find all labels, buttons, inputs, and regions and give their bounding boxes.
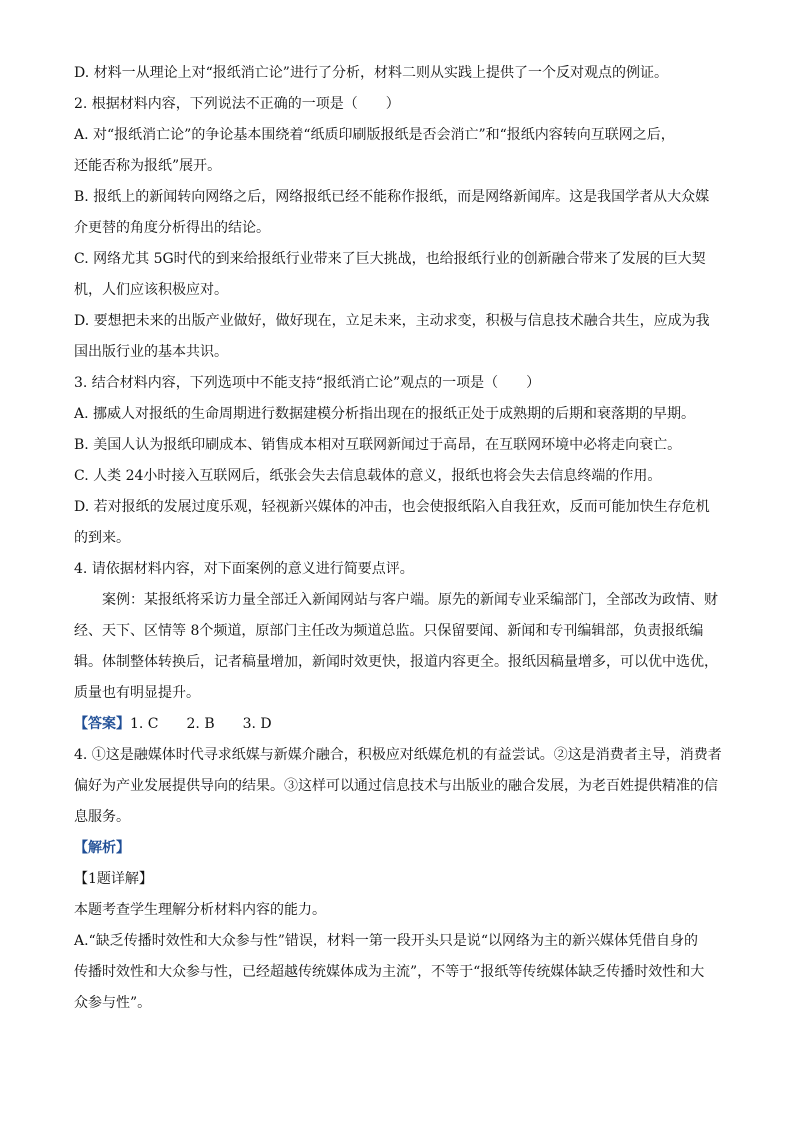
case-line: 案例：某报纸将采访力量全部迁入新闻网站与客户端。原先的新闻专业采编部门，全部改为政情、财 — [102, 592, 718, 608]
answer-4-line: 息服务。 — [74, 809, 130, 825]
q3-option-a: A. 挪威人对报纸的生命周期进行数据建模分析指出现在的报纸正处于成熟期的后期和衰落期的早期。 — [74, 406, 696, 422]
case-line: 质量也有明显提升。 — [74, 685, 200, 701]
q2-option-d-cont: 国出版行业的基本共识。 — [74, 344, 228, 360]
answer-line — [74, 709, 724, 740]
q3-option-c: C. 人类 24小时接入互联网后，纸张会失去信息载体的意义，报纸也将会失去信息终端的作用。 — [74, 468, 662, 484]
q2-option-b-cont: 介更替的角度分析得出的结论。 — [74, 220, 270, 236]
q2-option-c-cont: 机，人们应该积极应对。 — [74, 282, 228, 298]
q2-option-d: D. 要想把未来的出版产业做好，做好现在，立足未来，主动求变，积极与信息技术融合共生，应成为我 — [74, 313, 710, 329]
answer-label: 【答案】 — [74, 716, 130, 732]
q2-option-b: B. 报纸上的新闻转向网络之后，网络报纸已经不能称作报纸，而是网络新闻库。这是我国学者从大众媒 — [74, 189, 710, 205]
case-line: 经、天下、区情等 8个频道，原部门主任改为频道总监。只保留要闻、新闻和专刊编辑部，负责报纸编 — [74, 623, 704, 639]
answer-4-line: 4. ①这是融媒体时代寻求纸媒与新媒介融合，积极应对纸媒危机的有益尝试。②这是消费者主导，消费者 — [74, 747, 722, 763]
question-4: 4. 请依据材料内容，对下面案例的意义进行简要点评。 — [74, 561, 414, 577]
q3-option-b: B. 美国人认为报纸印刷成本、销售成本相对互联网新闻过于高昂，在互联网环境中必将走向衰亡。 — [74, 437, 682, 453]
q1-detail-line: 众参与性”。 — [74, 995, 152, 1011]
option-d-q1: D. 材料一从理论上对“报纸消亡论”进行了分析，材料二则从实践上提供了一个反对观点的例证。 — [74, 65, 668, 81]
question-3: 3. 结合材料内容，下列选项中不能支持“报纸消亡论”观点的一项是（ ） — [74, 375, 541, 391]
document-page — [74, 58, 724, 1019]
q3-option-d: D. 若对报纸的发展过度乐观，轻视新兴媒体的冲击，也会使报纸陷入自我狂欢，反而可能加快生存危机 — [74, 499, 710, 515]
case-line: 辑。体制整体转换后，记者稿量增加，新闻时效更快，报道内容更全。报纸因稿量增多，可以优中选优， — [74, 654, 718, 670]
q2-option-a: A. 对“报纸消亡论”的争论基本围绕着“纸质印刷版报纸是否会消亡”和“报纸内容转向互联网之后， — [74, 127, 675, 143]
q3-option-d-cont: 的到来。 — [74, 530, 130, 546]
q1-detail-heading: 【1题详解】 — [74, 871, 153, 887]
question-2: 2. 根据材料内容，下列说法不正确的一项是（ ） — [74, 96, 400, 112]
q2-option-a-cont: 还能否称为报纸”展开。 — [74, 158, 222, 174]
answer-4-line: 偏好为产业发展提供导向的结果。③这样可以通过信息技术与出版业的融合发展，为老百姓提供精准的信 — [74, 778, 718, 794]
q1-detail-line: A.“缺乏传播时效性和大众参与性”错误，材料一第一段开头只是说“以网络为主的新兴媒体凭借自身的 — [74, 933, 699, 949]
q2-option-c: C. 网络尤其 5G时代的到来给报纸行业带来了巨大挑战，也给报纸行业的创新融合带来了发展的巨大契 — [74, 251, 706, 267]
q1-detail-line: 本题考查学生理解分析材料内容的能力。 — [74, 902, 326, 918]
q1-detail-line: 传播时效性和大众参与性，已经超越传统媒体成为主流”，不等于“报纸等传统媒体缺乏传播时效性和大 — [74, 964, 705, 980]
analysis-label: 【解析】 — [74, 840, 130, 856]
answer-values: 1. C 2. B 3. D — [130, 716, 272, 732]
